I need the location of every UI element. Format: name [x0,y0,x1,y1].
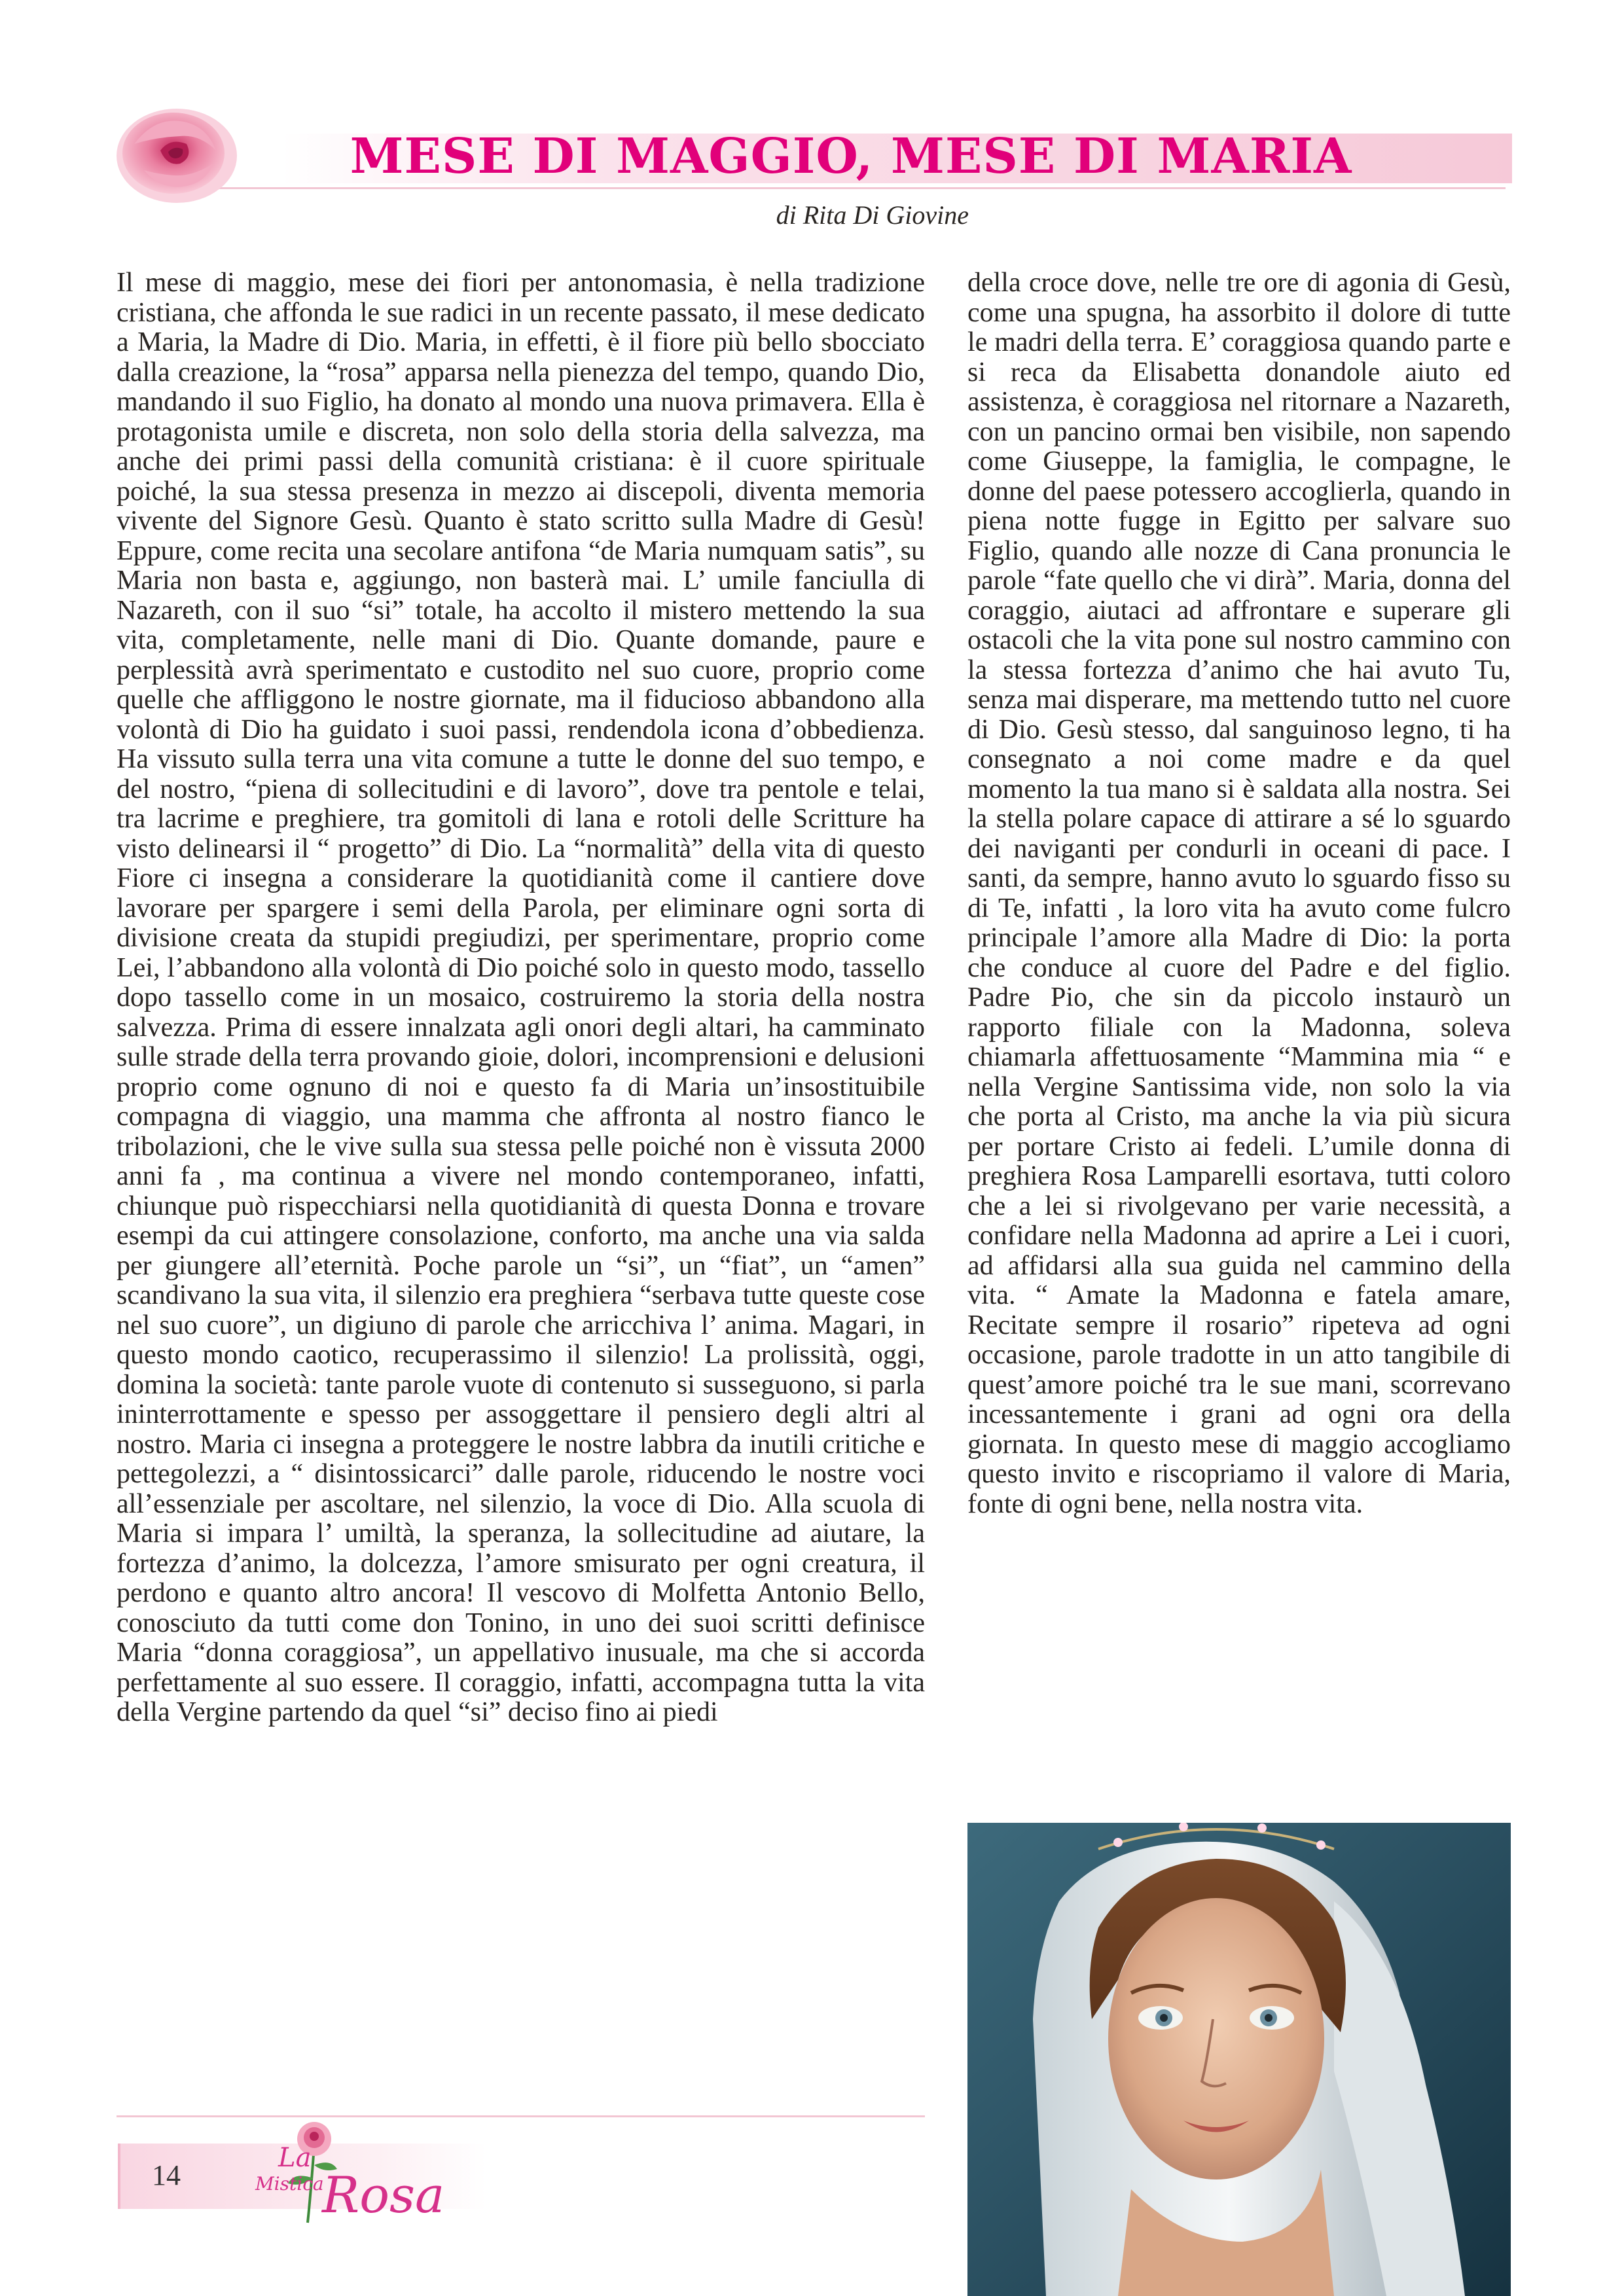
page-number: 14 [152,2159,181,2191]
article-column-left: Il mese di maggio, mese dei fiori per antonomasia, è nella tradizione cristiana, che affonda le sue radici in un recente passato, il mese dedicato a Maria, la Madre di Dio. Maria, in effetti, è il fiore più bello sbocciato dalla creazione, la “rosa” apparsa nella pienezza del tempo, quando Dio, mandando il suo Figlio, ha donato al mondo una nuova primavera. Ella è protagonista umile e discreta, non solo della storia della salvezza, ma anche dei primi passi della comunità cristiana: è il cuore spirituale poiché, la sua stessa presenza in mezzo ai discepoli, diventa memoria vivente del Signore Gesù. Quanto è stato scritto sulla Madre di Gesù! Eppure, come recita una secolare antifona “de Maria numquam satis”, su Maria non basta e, aggiungo, non basterà mai. L’ umile fanciulla di Nazareth, con il suo “si” totale, ha accolto il mistero mettendo la sua vita, completamente, nelle mani di Dio. Quante domande, paure e perplessità avrà sperimentato e custodito nel suo cuore, proprio come quelle che affliggono le nostre giornate, ma il fiducioso abbandono alla volontà di Dio ha guidato i suoi passi, rendendola icona d’obbedienza. Ha vissuto sulla terra una vita comune a tutte le donne del suo tempo, e del nostro, “piena di sollecitudini e di lavoro”, dove tra pentole e telai, tra lacrime e preghiere, tra gomitoli di lana e rotoli delle Scritture ha visto delinearsi il “ progetto” di Dio. La “normalità” della vita di questo Fiore ci insegna a considerare la quotidianità come il cantiere dove lavorare per spargere i semi della Parola, per eliminare ogni sorta di divisione creata da stupidi pregiudizi, per sperimentare, proprio come Lei, l’abbandono alla volontà di Dio poiché solo in questo modo, tassello dopo tassello come in un mosaico, costruiremo la storia della nostra salvezza. Prima di essere innalzata agli onori degli altari, ha camminato sulle strade della terra provando gioie, dolori, incomprensioni e delusioni proprio come ognuno di noi e questo fa di Maria un’insostituibile compagna di viaggio, una mamma che affronta al nostro fianco le tribolazioni, che le vive sulla sua stessa pelle poiché non è vissuta 2000 anni fa , ma continua a vivere nel mondo contemporaneo, infatti, chiunque può rispecchiarsi nella quotidianità di questa Donna e trovare esempi da cui attingere consolazione, conforto, ma anche una via salda per giungere all’eternità. Poche parole un “si”, un “fiat”, un “amen” scandivano la sua vita, il silenzio era preghiera “serbava tutte queste cose nel suo cuore”, un digiuno di parole che arricchiva l’ anima. Magari, in questo mondo caotico, recuperassimo il silenzio! La prolissità, oggi, domina la società: tante parole vuote di contenuto si susseguono, si parla ininterrottamente e spesso per assoggettare il pensiero degli altri al nostro. Maria ci insegna a proteggere le nostre labbra da inutili critiche e pettegolezzi, a “ disintossicarci” dalle parole, riducendo le nostre voci all’essenziale per ascoltare, nel silenzio, la voce di Dio. Alla scuola di Maria si impara l’ umiltà, la speranza, la sollecitudine ad aiutare, la fortezza d’animo, la dolcezza, l’amore smisurato per ogni creatura, il perdono e quanto altro ancora! Il vescovo di Molfetta Antonio Bello, conosciuto da tutti come don Tonino, in uno dei suoi scritti definisce Maria “donna coraggiosa”, un appellativo inusuale, ma che si accorda perfettamente al suo essere. Il coraggio, infatti, accompagna tutta la vita della Vergine partendo da quel “si” deciso fino ai piedi [117,268,925,1727]
article-title: MESE DI MAGGIO, MESE DI MARIA [350,128,1352,185]
title-divider [196,187,1506,189]
article-column-right: della croce dove, nelle tre ore di agonia di Gesù, come una spugna, ha assorbito il dolore di tutte le madri della terra. E’ coraggiosa quando parte e si reca da Elisabetta donandole aiuto ed assistenza, è coraggiosa nel ritornare a Nazareth, con un pancino ormai ben visibile, non sapendo come Giuseppe, la famiglia, le compagne, le donne del paese potessero accoglierla, quando in piena notte fugge in Egitto per salvare suo Figlio, quando alle nozze di Cana pronuncia le parole “fate quello che vi dirà”. Maria, donna del coraggio, aiutaci ad affrontare e superare gli ostacoli che la vita pone sul nostro cammino con la stessa fortezza d’animo che hai avuto Tu, senza mai disperare, ma mettendo tutto nel cuore di Dio. Gesù stesso, dal sanguinoso legno, ti ha consegnato a noi come madre e da quel momento la tua mano si è saldata alla nostra. Sei la stella polare capace di attirare a sé lo sguardo dei naviganti per condurli in oceani di pace. I santi, da sempre, hanno avuto lo sguardo fisso su di Te, infatti , la loro vita ha avuto come fulcro principale l’amore alla Madre di Dio: la porta che conduce al cuore del Padre e del figlio. Padre Pio, che sin da piccolo instaurò un rapporto filiale con la Madonna, soleva chiamarla affettuosamente “Mammina mia “ e nella Vergine Santissima vide, non solo la via che porta al Cristo, ma anche la via più sicura per portare Cristo ai fedeli. L’umile donna di preghiera Rosa Lamparelli esortava, tutti coloro che a lei si rivolgevano per varie necessità, a confidare nella Madonna ad aprire a Lei i cuori, ad affidarsi alla sua guida nel cammino della vita. “ Amate la Madonna e fatela amare, Recitate sempre il rosario” ripeteva ad ogni occasione, parole tradotte in un atto tangibile di quest’amore poiché tra le sue mani, scorrevano incessantemente i grani ad ogni ora della giornata. In questo mese di maggio accogliamo questo invito e riscopriamo il valore di Maria, fonte di ogni bene, nella nostra vita. [967,268,1511,1519]
svg-text:Mistica: Mistica [255,2173,324,2195]
rose-icon [108,98,245,209]
madonna-statue-photo [967,1823,1511,2296]
column-divider [117,2115,925,2117]
svg-text:Rosa: Rosa [322,2166,445,2224]
la-mistica-rosa-logo [249,2106,497,2224]
svg-text:La: La [278,2143,312,2173]
article-author: di Rita Di Giovine [776,200,969,230]
